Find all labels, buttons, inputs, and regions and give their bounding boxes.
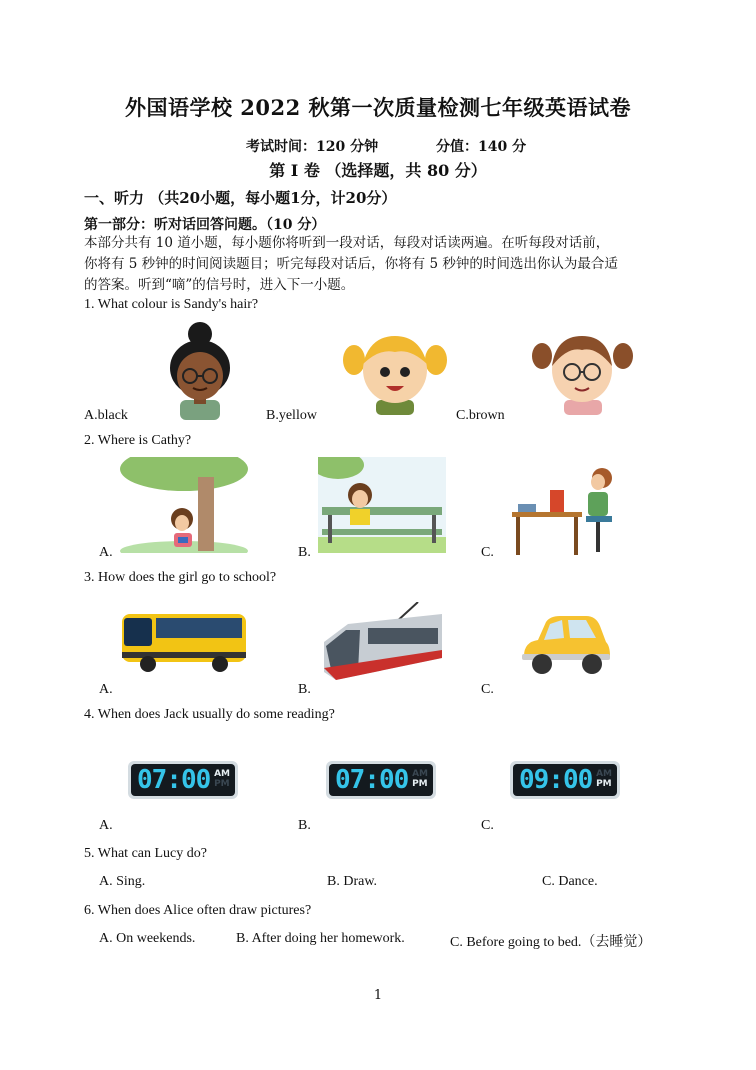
clock-time: 07:00 bbox=[335, 765, 409, 795]
bus-icon bbox=[120, 608, 248, 674]
girl-brown-pigtails-icon bbox=[530, 330, 635, 415]
page-number: 1 bbox=[373, 988, 383, 1003]
digital-clock-c bbox=[510, 761, 620, 799]
girl-on-bench-icon bbox=[318, 457, 446, 553]
volume-heading: 第 I 卷 （选择题，共 80 分） bbox=[269, 161, 487, 180]
girl-yellow-pigtails-icon bbox=[340, 330, 450, 415]
option-a: A. On weekends. bbox=[99, 931, 196, 946]
option-c: C. bbox=[481, 682, 494, 697]
option-c: C. bbox=[481, 818, 494, 833]
clock-ampm bbox=[412, 769, 428, 789]
question-1: 1. What colour is Sandy's hair? bbox=[84, 297, 259, 312]
clock-ampm bbox=[596, 769, 612, 789]
question-6: 6. When does Alice often draw pictures? bbox=[84, 903, 312, 918]
instructions bbox=[84, 233, 684, 296]
tram-icon bbox=[318, 602, 446, 682]
option-a: A. bbox=[99, 818, 113, 833]
question-4: 4. When does Jack usually do some reading? bbox=[84, 707, 335, 722]
instruction-line: 的答案。听到“嘀”的信号时，进入下一小题。 bbox=[84, 277, 355, 293]
option-c: C. bbox=[481, 545, 494, 560]
option-b: B.yellow bbox=[266, 408, 317, 423]
option-b: B. bbox=[298, 682, 311, 697]
exam-title: 外国语学校 2022 秋第一次质量检测七年级英语试卷 bbox=[124, 95, 632, 120]
option-b: B. After doing her homework. bbox=[236, 931, 405, 946]
section-heading: 一、听力 （共20小题，每小题1分，计20分） bbox=[84, 189, 397, 207]
girl-under-tree-icon bbox=[120, 457, 248, 553]
option-b: B. bbox=[298, 818, 311, 833]
instruction-line: 本部分共有 10 道小题，每小题你将听到一段对话，每段对话读两遍。在听每段对话前， bbox=[84, 235, 610, 251]
exam-score: 分值：140 分 bbox=[436, 139, 527, 155]
clock-ampm bbox=[214, 769, 230, 789]
am-indicator: AM bbox=[596, 769, 612, 779]
question-5: 5. What can Lucy do? bbox=[84, 846, 207, 861]
question-3: 3. How does the girl go to school? bbox=[84, 570, 277, 585]
option-a: A. bbox=[99, 545, 113, 560]
pm-indicator: PM bbox=[412, 779, 428, 789]
instruction-line: 你将有 5 秒钟的时间阅读题目；听完每段对话后，你将有 5 秒钟的时间选出你认为最合适 bbox=[84, 256, 618, 272]
option-c: C.brown bbox=[456, 408, 505, 423]
car-icon bbox=[520, 612, 612, 678]
girl-at-desk-icon bbox=[510, 460, 620, 556]
option-a: A. Sing. bbox=[99, 874, 146, 889]
option-c: C. Before going to bed.（去睡觉） bbox=[450, 935, 652, 950]
digital-clock-a bbox=[128, 761, 238, 799]
option-a: A. bbox=[99, 682, 113, 697]
question-2: 2. Where is Cathy? bbox=[84, 433, 192, 448]
am-indicator: AM bbox=[412, 769, 428, 779]
clock-time: 09:00 bbox=[519, 765, 593, 795]
option-c: C. Dance. bbox=[542, 874, 598, 889]
part-heading: 第一部分：听对话回答问题。（10 分） bbox=[84, 217, 326, 233]
option-b: B. Draw. bbox=[327, 874, 378, 889]
digital-clock-b bbox=[326, 761, 436, 799]
clock-time: 07:00 bbox=[137, 765, 211, 795]
am-indicator: AM bbox=[214, 769, 230, 779]
option-b: B. bbox=[298, 545, 311, 560]
exam-time: 考试时间：120 分钟 bbox=[246, 139, 379, 155]
option-a: A.black bbox=[84, 408, 128, 423]
pm-indicator: PM bbox=[214, 779, 230, 789]
pm-indicator: PM bbox=[596, 779, 612, 789]
girl-glasses-bun-icon bbox=[160, 320, 240, 420]
